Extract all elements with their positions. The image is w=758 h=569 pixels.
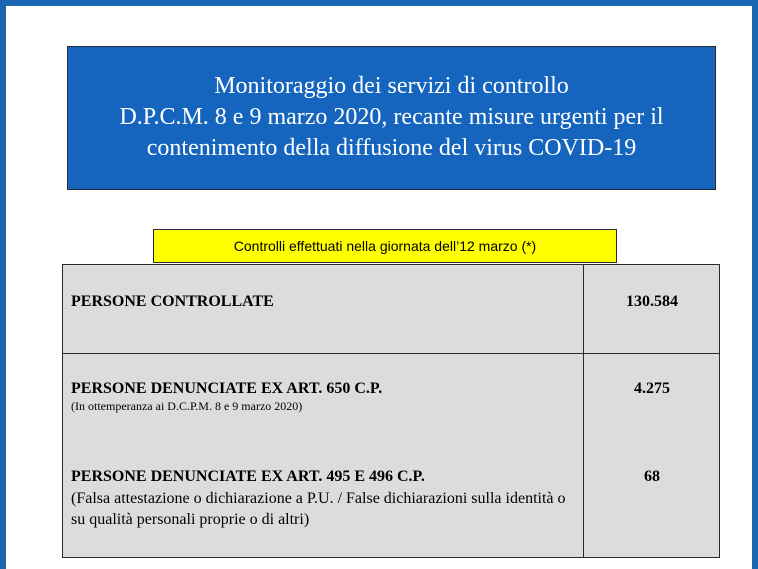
title-line-3: contenimento della diffusione del virus COVID-19 — [146, 135, 637, 161]
row-label-art-650: PERSONE DENUNCIATE EX ART. 650 C.P. — [71, 380, 383, 397]
row-value-art-495-496: 68 — [644, 468, 660, 485]
title-line-1: Monitoraggio dei servizi di controllo — [214, 73, 569, 99]
title-banner — [67, 46, 716, 190]
date-label: Controlli effettuati nella giornata dell’12 marzo (*) — [153, 229, 617, 263]
row-label-persone-controllate: PERSONE CONTROLLATE — [71, 293, 274, 310]
row-value-persone-controllate: 130.584 — [626, 293, 678, 310]
row-divider — [63, 353, 719, 354]
controls-table — [62, 264, 720, 558]
row-note-art-650: (In ottemperanza ai D.C.P.M. 8 e 9 marzo 2020) — [71, 399, 303, 413]
row-value-art-650: 4.275 — [634, 380, 670, 397]
title-line-2: D.P.C.M. 8 e 9 marzo 2020, recante misure urgenti per il — [119, 104, 664, 130]
row-label-art-495-496: PERSONE DENUNCIATE EX ART. 495 E 496 C.P. — [71, 468, 425, 485]
row-note-art-495-496: (Falsa attestazione o dichiarazione a P.U. / False dichiarazioni sulla identità o su qualità personali proprie o di altri) — [71, 490, 566, 528]
